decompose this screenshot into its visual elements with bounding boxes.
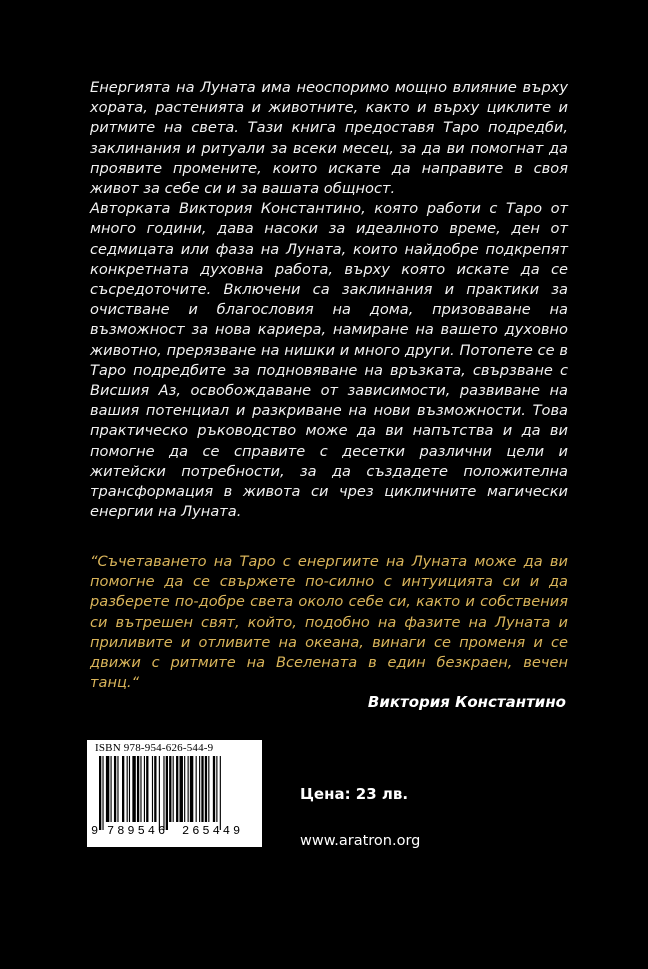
isbn-number: ISBN 978-954-626-544-9 bbox=[95, 742, 214, 754]
barcode-right-group: 265449 bbox=[182, 824, 244, 838]
barcode bbox=[87, 740, 262, 847]
description-paragraph-2: Авторката Виктория Константино, която работи с Таро от много години, дава насоки за идеалното време, ден от седмицата или фаза на Луната, които найдобре подкрепят конкретната духовна работа, върху която искате да се съсредоточите. Включени са заклинания и практики за очистване и благословия на дома, призоваване на възможност за нова кариера, намиране на вашето духовно животно, прерязване на нишки и много други. Потопете се в Таро подредбите за подновяване на връзката, свързване с Висшия Аз, освобождаване от зависимости, развиване на вашия потенциал и разкриване на нови възможности. Това практическо ръководство може да ви напътства и да ви помогне да се справите с десетки различни цели и житейски потребности, за да създадете положителна трансформация в живота си чрез цикличните магически енергии на Луната. bbox=[90, 200, 568, 521]
barcode-bars-icon bbox=[93, 756, 256, 830]
back-cover-description bbox=[90, 78, 568, 522]
author-quote: “Съчетаването на Таро с енергиите на Луната може да ви помогне да се свържете по-силно с интуицията си и да разберете по-добре света около себе си, както и собствения си вътрешен свят, който, подобно на фазите на Луната и приливите и отливите на океана, винаги се променя и се движи с ритмите на Вселената в един безкраен, вечен танц.“ bbox=[90, 553, 568, 692]
publisher-website: www.aratron.org bbox=[300, 833, 421, 849]
description-paragraph-1: Енергията на Луната има неоспоримо мощно влияние върху хората, растенията и животните, както и върху циклите и ритмите на света. Тази книга предоставя Таро подредби, заклинания и ритуали за всеки месец, за да ви помогнат да проявите промените, които искате да направите в своя живот за себе си и за вашата общност. bbox=[90, 79, 568, 198]
price: Цена: 23 лв. bbox=[300, 785, 409, 803]
barcode-first-digit: 9 bbox=[91, 824, 99, 838]
barcode-left-group: 789546 bbox=[107, 824, 169, 838]
quote-author: Виктория Константино bbox=[367, 693, 566, 711]
